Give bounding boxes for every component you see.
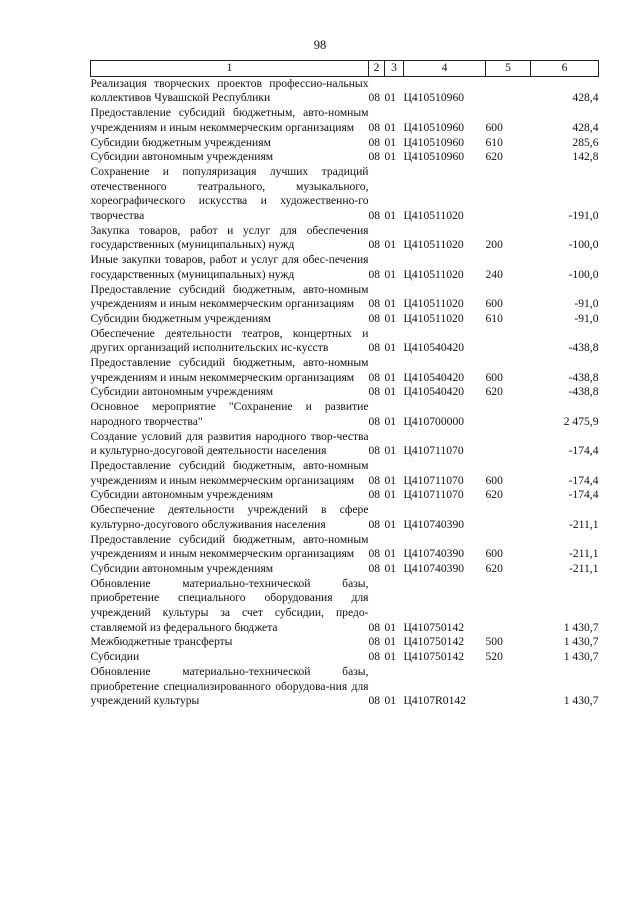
row-expense-type: 520 [485,650,503,664]
row-target-code: Ц410510960 [403,135,465,149]
budget-table [90,60,599,709]
table-row [91,283,599,312]
table-row [91,665,599,709]
row-amount: -211,1 [568,517,599,531]
row-amount: -174,4 [568,444,599,458]
row-name: Субсидии [90,650,140,664]
row-target-code: Ц410700000 [403,414,465,428]
row-name: Обновление материально-технической базы, приобретение специализированного оборудова-ния для учреждений культуры [90,664,369,708]
row-section-code: 08 [368,297,381,311]
row-expense-type: 600 [485,297,503,311]
row-subsection-code: 01 [384,238,397,252]
row-target-code: Ц410510960 [403,150,465,164]
table-row [91,76,599,106]
row-section-code: 08 [368,135,381,149]
row-section-code: 08 [368,635,381,649]
row-target-code: Ц410511020 [403,267,464,281]
row-name: Предоставление субсидий бюджетным, авто-номным учреждениям и иным некоммерческим организациям [90,356,369,384]
row-target-code: Ц410540420 [403,341,465,355]
row-target-code: Ц4107R0142 [403,694,466,708]
row-section-code: 08 [368,209,381,223]
row-name: Субсидии автономным учреждениям [90,385,274,399]
row-section-code: 08 [368,120,381,134]
row-amount: 428,4 [572,120,599,134]
row-name: Субсидии автономным учреждениям [90,150,274,164]
row-subsection-code: 01 [384,694,397,708]
table-row [91,312,599,327]
row-subsection-code: 01 [384,91,397,105]
row-section-code: 08 [368,561,381,575]
row-section-code: 08 [368,341,381,355]
row-name: Субсидии автономным учреждениям [90,561,274,575]
row-subsection-code: 01 [384,517,397,531]
row-subsection-code: 01 [384,135,397,149]
table-row [91,430,599,459]
table-row [91,459,599,488]
row-name: Закупка товаров, работ и услуг для обеспечения государственных (муниципальных) нужд [90,223,369,252]
table-row [91,165,599,224]
row-subsection-code: 01 [384,414,397,428]
table-row [91,385,599,400]
row-subsection-code: 01 [384,297,397,311]
row-name: Обновление материально-технической базы, приобретение специального оборудования для учреждений культуры за счет субсидии, предо-ставляемой из федерального бюджета [90,576,369,634]
row-expense-type: 610 [485,135,503,149]
table-row [91,136,599,151]
row-subsection-code: 01 [384,444,397,458]
row-subsection-code: 01 [384,209,397,223]
row-section-code: 08 [368,267,381,281]
row-subsection-code: 01 [384,267,397,281]
row-expense-type [486,400,531,429]
row-subsection-code: 01 [384,547,397,561]
row-name: Субсидии бюджетным учреждениям [90,135,271,149]
row-expense-type: 620 [485,488,503,502]
row-name: Предоставление субсидий бюджетным, авто-номным учреждениям и иным некоммерческим организациям [90,282,369,311]
row-amount: 1 430,7 [563,694,599,708]
row-target-code: Ц410511020 [403,297,464,311]
row-amount: -438,8 [568,385,599,399]
table-row [91,356,599,385]
row-target-code: Ц410711070 [403,473,464,487]
row-amount: -174,4 [568,488,599,502]
column-header: 1 [91,61,369,77]
row-expense-type: 620 [485,150,503,164]
row-amount: 285,6 [572,135,599,149]
row-amount: -100,0 [568,238,599,252]
table-row [91,253,599,282]
row-section-code: 08 [368,91,381,105]
row-expense-type [486,430,531,459]
row-amount: 428,4 [572,91,599,105]
table-row [91,106,599,135]
table-row [91,577,599,636]
row-section-code: 08 [368,370,381,384]
row-name: Субсидии бюджетным учреждениям [90,311,271,325]
row-subsection-code: 01 [384,341,397,355]
column-header: 4 [404,61,486,77]
row-name: Сохранение и популяризация лучших традиций отечественного театрального, музыкального, хореографического искусства и художественно-го творчества [90,164,369,223]
row-amount: -91,0 [574,311,599,325]
column-header: 5 [486,61,531,77]
row-expense-type: 600 [485,547,503,561]
row-section-code: 08 [368,517,381,531]
row-section-code: 08 [368,150,381,164]
row-section-code: 08 [368,444,381,458]
row-target-code: Ц410510960 [403,120,465,134]
row-name: Обеспечение деятельности театров, концертных и других организаций исполнительских ис-кусств [90,326,369,355]
row-expense-type [486,665,531,709]
row-target-code: Ц410711070 [403,488,464,502]
row-amount: -191,0 [568,209,599,223]
table-row [91,533,599,562]
row-section-code: 08 [368,385,381,399]
row-target-code: Ц410511020 [403,311,464,325]
row-section-code: 08 [368,620,381,634]
row-subsection-code: 01 [384,473,397,487]
row-section-code: 08 [368,473,381,487]
table-row [91,562,599,577]
row-amount: -438,8 [568,370,599,384]
row-target-code: Ц410510960 [403,91,465,105]
row-name: Создание условий для развития народного твор-чества и культурно-досуговой деятельности населения [90,429,369,458]
row-subsection-code: 01 [384,650,397,664]
row-amount: -91,0 [574,297,599,311]
row-expense-type: 600 [485,370,503,384]
row-section-code: 08 [368,414,381,428]
row-subsection-code: 01 [384,120,397,134]
row-name: Основное мероприятие "Сохранение и развитие народного творчества" [90,400,369,428]
row-target-code: Ц410740390 [403,547,465,561]
row-target-code: Ц410511020 [403,209,464,223]
row-expense-type: 620 [485,385,503,399]
table-row [91,488,599,503]
row-amount: -211,1 [568,561,599,575]
row-expense-type [486,76,531,106]
row-amount: -211,1 [568,547,599,561]
table-row [91,400,599,429]
row-amount: -174,4 [568,473,599,487]
row-expense-type: 600 [485,473,503,487]
row-expense-type: 620 [485,561,503,575]
row-subsection-code: 01 [384,488,397,502]
row-expense-type [486,577,531,636]
table-row [91,327,599,356]
row-subsection-code: 01 [384,150,397,164]
row-name: Обеспечение деятельности учреждений в сфере культурно-досугового обслуживания населения [90,503,369,531]
table-row [91,635,599,650]
column-header: 6 [531,61,599,77]
row-section-code: 08 [368,650,381,664]
table-row [91,650,599,665]
row-name: Предоставление субсидий бюджетным, авто-номным учреждениям и иным некоммерческим организациям [90,532,369,561]
column-header: 2 [369,61,385,77]
row-name: Иные закупки товаров, работ и услуг для обес-печения государственных (муниципальных) нужд [90,253,369,281]
row-amount: 2 475,9 [563,414,599,428]
row-target-code: Ц410740390 [403,517,465,531]
column-header: 3 [385,61,404,77]
row-amount: -100,0 [568,267,599,281]
row-amount: 1 430,7 [563,635,599,649]
row-section-code: 08 [368,311,381,325]
row-amount: -438,8 [568,341,599,355]
row-target-code: Ц410540420 [403,385,465,399]
row-target-code: Ц410750142 [403,620,465,634]
row-amount: 142,8 [572,150,599,164]
row-expense-type [486,503,531,532]
row-target-code: Ц410511020 [403,238,464,252]
row-subsection-code: 01 [384,385,397,399]
row-section-code: 08 [368,238,381,252]
row-name: Предоставление субсидий бюджетным, авто-номным учреждениям и иным некоммерческим организациям [90,458,369,487]
row-name: Межбюджетные трансферты [90,635,233,649]
row-expense-type: 600 [485,120,503,134]
row-subsection-code: 01 [384,311,397,325]
row-target-code: Ц410740390 [403,561,465,575]
row-subsection-code: 01 [384,635,397,649]
row-expense-type: 610 [485,311,503,325]
row-subsection-code: 01 [384,370,397,384]
row-target-code: Ц410711070 [403,444,464,458]
row-name: Субсидии автономным учреждениям [90,488,274,502]
row-expense-type: 500 [485,635,503,649]
row-name: Предоставление субсидий бюджетным, авто-номным учреждениям и иным некоммерческим организациям [90,106,369,134]
row-section-code: 08 [368,488,381,502]
row-subsection-code: 01 [384,620,397,634]
row-section-code: 08 [368,547,381,561]
row-section-code: 08 [368,694,381,708]
row-target-code: Ц410540420 [403,370,465,384]
row-subsection-code: 01 [384,561,397,575]
table-row [91,224,599,253]
row-expense-type: 200 [485,238,503,252]
row-name: Реализация творческих проектов профессио-нальных коллективов Чувашской Республики [90,76,369,105]
row-target-code: Ц410750142 [403,650,465,664]
row-expense-type [486,327,531,356]
row-target-code: Ц410750142 [403,635,465,649]
table-row [91,150,599,165]
page-number: 98 [313,38,327,52]
table-header-row [91,61,599,77]
table-row [91,503,599,532]
row-expense-type [486,165,531,224]
row-amount: 1 430,7 [563,620,599,634]
row-amount: 1 430,7 [563,650,599,664]
row-expense-type: 240 [485,267,503,281]
